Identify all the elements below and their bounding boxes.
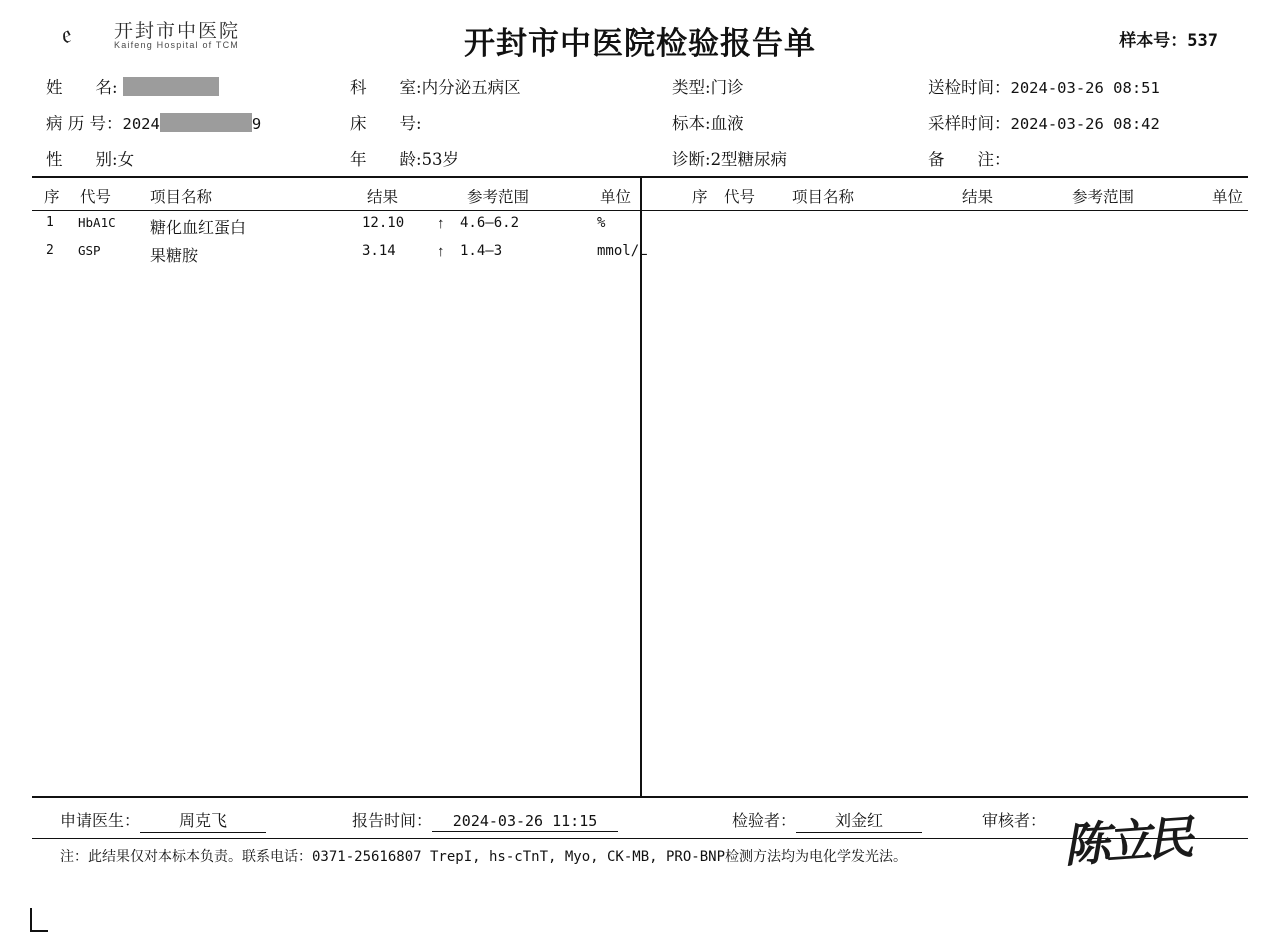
- field-gender: [46, 146, 134, 170]
- requesting-doctor-label: 申请医生：: [60, 811, 141, 830]
- cell-item-name: 糖化血红蛋白: [150, 218, 247, 237]
- hospital-bird-logo-icon: 𝔢: [62, 20, 72, 50]
- field-visit-type: [672, 74, 744, 98]
- examiner-label: 检验者：: [732, 811, 797, 830]
- cell-high-flag-icon: ↑: [437, 215, 445, 232]
- cell-code: GSP: [78, 243, 101, 258]
- col-header-unit-left: 单位: [600, 188, 632, 206]
- cell-unit: mmol/L: [597, 243, 648, 259]
- remark-label: 备 注：: [928, 150, 1011, 169]
- examiner-value: 刘金红: [796, 808, 922, 833]
- cell-reference: 1.4—3: [460, 243, 503, 259]
- patient-name-label: 姓 名:: [46, 78, 118, 97]
- cell-reference: 4.6—6.2: [460, 215, 520, 231]
- col-header-reference-left: 参考范围: [467, 188, 530, 206]
- table-row: [32, 211, 1248, 239]
- department-value: 内分泌五病区: [421, 78, 521, 97]
- field-bed-no: [350, 110, 422, 134]
- visit-type-value: 门诊: [710, 78, 744, 97]
- cell-seq: 2: [46, 243, 54, 258]
- field-medical-record-no: [46, 110, 261, 134]
- received-time-value: 2024-03-26 08:51: [1010, 79, 1160, 97]
- report-time-value: 2024-03-26 11:15: [432, 812, 618, 832]
- gender-label: 性 别:: [46, 150, 118, 169]
- field-report-time: [352, 808, 618, 832]
- page-corner-mark: [30, 908, 48, 932]
- cell-item-name: 果糖胺: [150, 246, 199, 265]
- requesting-doctor-value: 周克飞: [140, 808, 266, 833]
- field-auditor: [982, 808, 1046, 831]
- results-table: [32, 176, 1248, 798]
- field-age: [350, 146, 459, 170]
- col-header-code-right: 代号: [724, 188, 756, 206]
- received-time-label: 送检时间：: [928, 78, 1011, 97]
- collected-time-value: 2024-03-26 08:42: [1010, 115, 1160, 133]
- col-header-name-left: 项目名称: [150, 188, 213, 206]
- patient-info-row-2: [32, 104, 1248, 140]
- field-department: [350, 74, 521, 98]
- medical-record-no-prefix: 2024: [122, 115, 160, 133]
- col-header-seq-left: 序: [44, 188, 60, 206]
- col-header-unit-right: 单位: [1212, 188, 1244, 206]
- age-value: 53岁: [421, 150, 460, 169]
- field-examiner: [732, 808, 922, 833]
- col-header-result-left: 结果: [367, 188, 399, 206]
- auditor-handwritten-signature: 陈立民: [1061, 810, 1192, 873]
- page-title: 开封市中医院检验报告单: [464, 26, 816, 62]
- field-requesting-doctor: [60, 808, 266, 833]
- footer-note-text: 注：此结果仅对本标本负责。联系电话：0371-25616807 TrepI, hs-cTnT, Myo, CK-MB, PRO-BNP检测方法均为电化学发光法。: [60, 849, 908, 865]
- report-time-label: 报告时间：: [352, 811, 433, 830]
- field-collected-time: [928, 110, 1160, 134]
- sample-number-value: 537: [1187, 31, 1218, 51]
- gender-value: 女: [117, 150, 135, 169]
- field-received-time: [928, 74, 1160, 98]
- cell-seq: 1: [46, 215, 54, 230]
- bed-no-label: 床 号:: [350, 114, 422, 133]
- field-specimen: [672, 110, 744, 134]
- cell-unit: %: [597, 215, 606, 231]
- footer-note: [60, 846, 907, 866]
- patient-info-row-3: [32, 140, 1248, 176]
- medical-record-no-label: 病 历 号：: [46, 114, 123, 133]
- report-footer: [32, 798, 1248, 898]
- field-patient-name: [46, 74, 219, 98]
- medical-record-no-redacted: [160, 113, 252, 132]
- cell-result: 12.10: [362, 215, 405, 231]
- visit-type-label: 类型:: [672, 78, 711, 97]
- hospital-name-cn: 开封市中医院: [114, 20, 241, 42]
- col-header-reference-right: 参考范围: [1072, 188, 1135, 206]
- col-header-result-right: 结果: [962, 188, 994, 206]
- field-diagnosis: [672, 146, 787, 170]
- medical-record-no-suffix: 9: [251, 115, 262, 133]
- cell-result: 3.14: [362, 243, 396, 259]
- col-header-seq-right: 序: [692, 188, 708, 206]
- table-header-row: [32, 178, 1248, 211]
- cell-code: HbA1C: [78, 215, 116, 230]
- hospital-name-en: Kaifeng Hospital of TCM: [114, 40, 239, 50]
- patient-name-redacted: [123, 77, 219, 96]
- table-row: [32, 239, 1248, 267]
- col-header-name-right: 项目名称: [792, 188, 855, 206]
- field-remark: [928, 146, 1011, 170]
- col-header-code-left: 代号: [80, 188, 112, 206]
- collected-time-label: 采样时间：: [928, 114, 1011, 133]
- patient-info: [32, 68, 1248, 176]
- specimen-label: 标本:: [672, 114, 711, 133]
- diagnosis-label: 诊断:: [672, 150, 711, 169]
- report-header: [0, 0, 1280, 62]
- specimen-value: 血液: [710, 114, 744, 133]
- age-label: 年 龄:: [350, 150, 422, 169]
- cell-high-flag-icon: ↑: [437, 243, 445, 260]
- table-body: [32, 211, 1248, 799]
- patient-info-row-1: [32, 68, 1248, 104]
- department-label: 科 室:: [350, 78, 422, 97]
- auditor-label: 审核者：: [982, 811, 1047, 830]
- diagnosis-value: 2型糖尿病: [710, 150, 788, 169]
- sample-number: [1119, 26, 1218, 51]
- sample-number-label: 样本号：: [1119, 31, 1188, 51]
